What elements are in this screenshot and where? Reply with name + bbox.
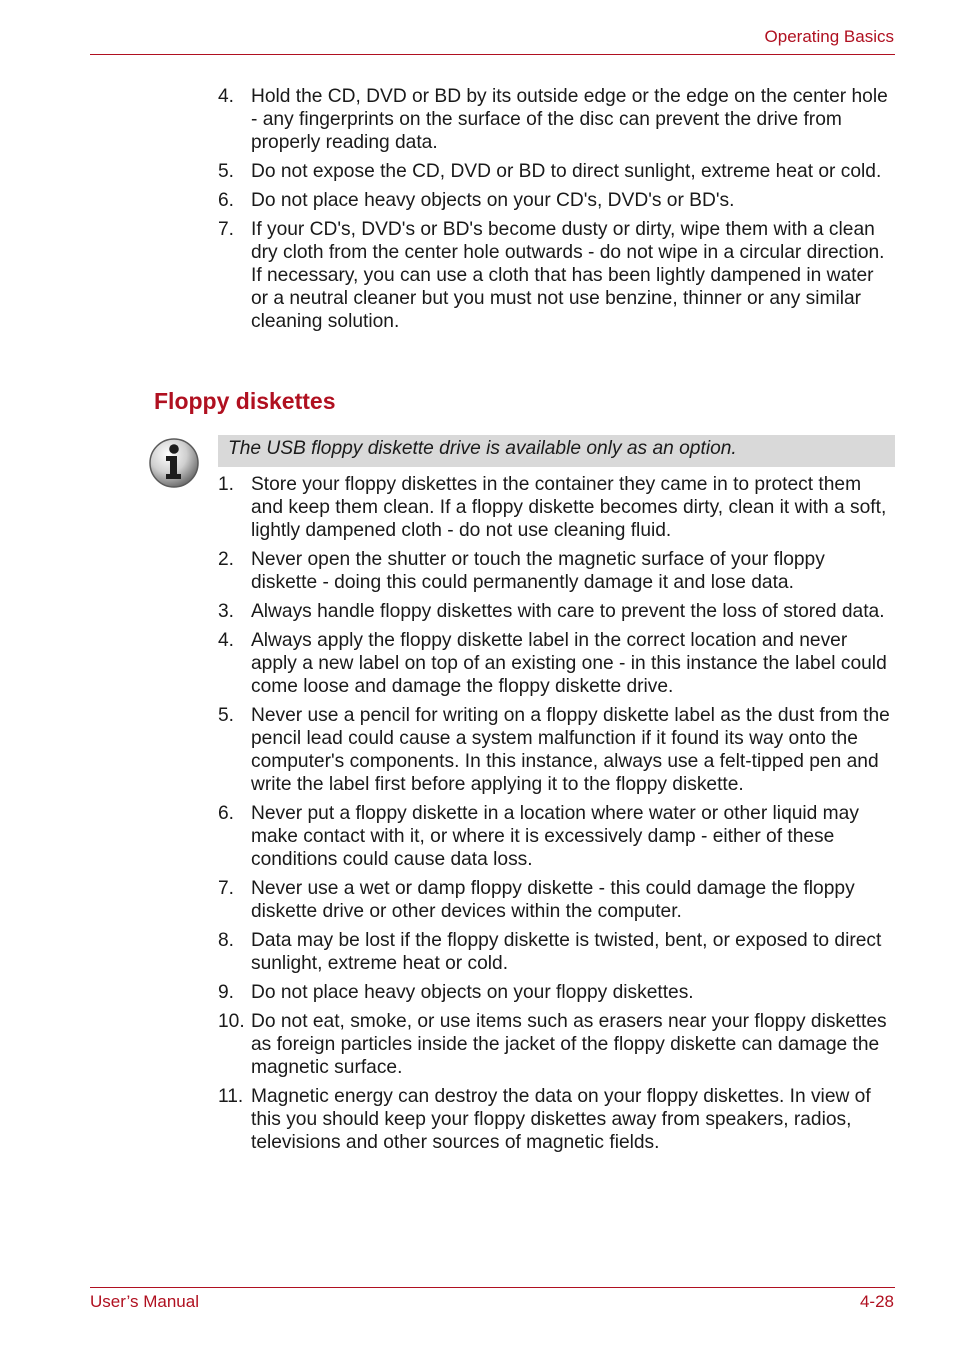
item-text: Do not place heavy objects on your CD's, DVD's or BD's.: [251, 190, 735, 211]
section-heading-floppy: Floppy diskettes: [154, 388, 336, 414]
note-text: The USB floppy diskette drive is available only as an option.: [228, 438, 737, 459]
page-number: 4-28: [859, 1292, 894, 1311]
list-item: [218, 929, 895, 975]
list-item: [218, 1010, 895, 1079]
item-number: 2.: [218, 549, 235, 570]
item-number: 7.: [218, 878, 235, 899]
item-number: 1.: [218, 474, 235, 495]
item-number: 4.: [218, 86, 235, 107]
cd-care-list: [218, 85, 895, 339]
footer-rule: [90, 1287, 895, 1288]
item-text: Do not place heavy objects on your floppy diskettes.: [251, 982, 694, 1003]
list-item: [218, 160, 895, 183]
item-number: 5.: [218, 705, 235, 726]
item-text: Store your floppy diskettes in the container they came in to protect them and keep them clean. If a floppy diskette becomes dirty, clean it with a soft, lightly dampened cloth - do not use cleaning fluid.: [251, 474, 887, 541]
item-text: Hold the CD, DVD or BD by its outside edge or the edge on the center hole - any fingerprints on the surface of the disc can prevent the drive from properly reading data.: [251, 86, 888, 153]
item-number: 9.: [218, 982, 235, 1003]
item-number: 10.: [218, 1011, 245, 1032]
list-item: [218, 218, 895, 333]
item-text: Never open the shutter or touch the magnetic surface of your floppy diskette - doing this could permanently damage it and lose data.: [251, 549, 825, 593]
list-item: [218, 548, 895, 594]
item-text: Magnetic energy can destroy the data on your floppy diskettes. In view of this you should keep your floppy diskettes away from speakers, radios, televisions and other sources of magnetic fields.: [251, 1086, 871, 1153]
item-number: 8.: [218, 930, 235, 951]
list-item: [218, 473, 895, 542]
item-number: 5.: [218, 161, 235, 182]
item-text: Never put a floppy diskette in a location where water or other liquid may make contact with it, or where it is excessively damp - either of these conditions could cause data loss.: [251, 803, 859, 870]
list-item: [218, 629, 895, 698]
item-text: Do not eat, smoke, or use items such as erasers near your floppy diskettes as foreign particles inside the jacket of the floppy diskette can damage the magnetic surface.: [251, 1011, 887, 1078]
item-number: 11.: [218, 1086, 244, 1107]
list-item: [218, 85, 895, 154]
item-text: Data may be lost if the floppy diskette is twisted, bent, or exposed to direct sunlight, extreme heat or cold.: [251, 930, 882, 974]
item-number: 4.: [218, 630, 235, 651]
item-number: 7.: [218, 219, 235, 240]
item-number: 6.: [218, 803, 235, 824]
header-rule: [90, 54, 895, 55]
item-text: Never use a wet or damp floppy diskette - this could damage the floppy diskette drive or other devices within the computer.: [251, 878, 855, 922]
list-item: [218, 981, 895, 1004]
list-item: [218, 1085, 895, 1154]
item-text: If your CD's, DVD's or BD's become dusty or dirty, wipe them with a clean dry cloth from the center hole outwards - do not wipe in a circular direction. If necessary, you can use a cloth that has been lightly dampened in water or a neutral cleaner but you must not use benzine, thinner or any similar cleaning solution.: [251, 219, 885, 332]
page-header-title: Operating Basics: [764, 27, 894, 46]
item-text: Never use a pencil for writing on a floppy diskette label as the dust from the pencil lead could cause a system malfunction if it found its way onto the computer's components. In this instance, always use a felt-tipped pen and write the label first before applying it to the floppy diskette.: [251, 705, 890, 795]
floppy-care-list: [218, 473, 895, 1160]
list-item: [218, 877, 895, 923]
item-number: 3.: [218, 601, 235, 622]
item-text: Always apply the floppy diskette label in the correct location and never apply a new label on top of an existing one - in this instance the label could come loose and damage the floppy diskette drive.: [251, 630, 887, 697]
footer-manual-title: User’s Manual: [90, 1292, 199, 1311]
note-box: [218, 435, 895, 467]
info-icon: [148, 437, 200, 489]
list-item: [218, 600, 895, 623]
item-text: Always handle floppy diskettes with care to prevent the loss of stored data.: [251, 601, 885, 622]
list-item: [218, 802, 895, 871]
list-item: [218, 189, 895, 212]
list-item: [218, 704, 895, 796]
item-text: Do not expose the CD, DVD or BD to direct sunlight, extreme heat or cold.: [251, 161, 882, 182]
item-number: 6.: [218, 190, 235, 211]
